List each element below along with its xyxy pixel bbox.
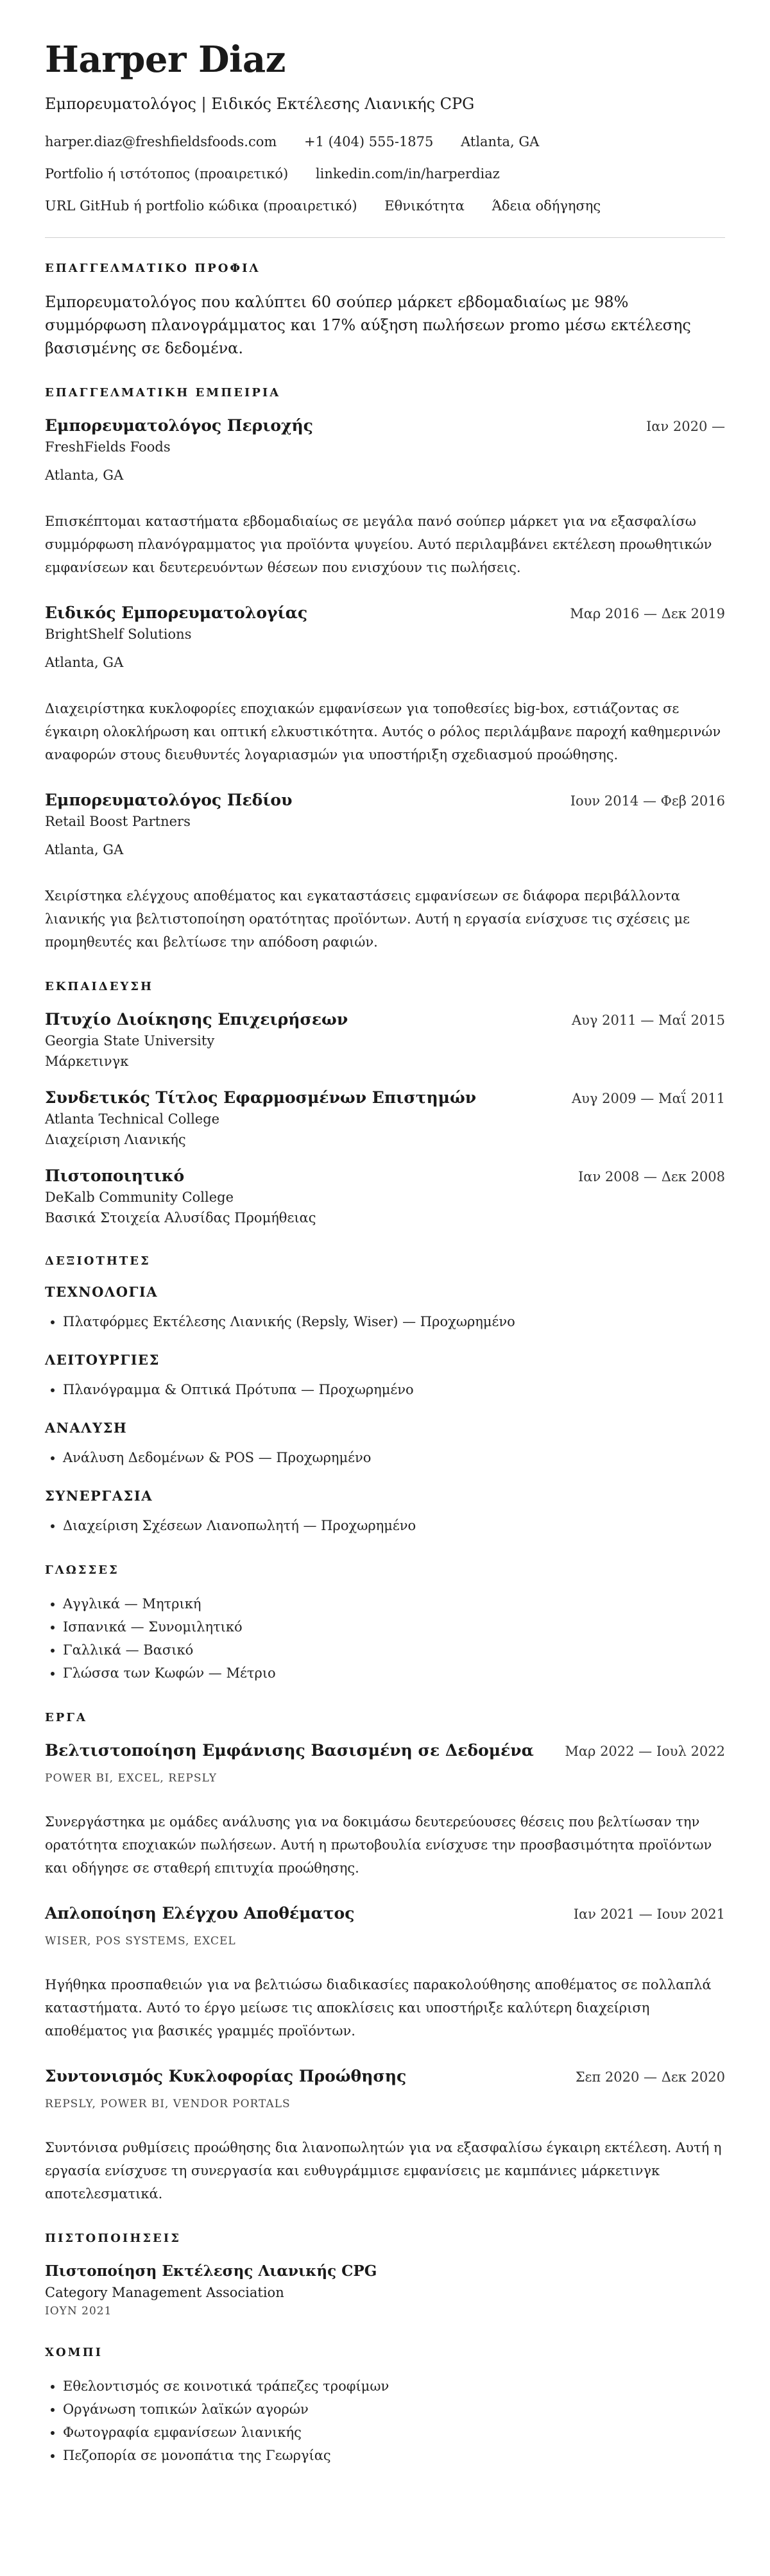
skills-heading: ΔΕΞΙΟΤΗΤΕΣ — [45, 1254, 151, 1268]
job-description: Επισκέπτομαι καταστήματα εβδομαδιαίως σε μεγάλα πανό σούπερ μάρκετ για να εξασφαλίσω συμμόρφωση πλανόγραμματος για προϊόντα ψυγείου. Αυτό περιλαμβάνει εκτέλεση προωθητικών εμφανίσεων και δευτερευόντων θέσεων που ενισχύουν τις πωλήσεις. — [45, 514, 712, 575]
phone-number: +1 (404) 555-1875 — [304, 134, 434, 149]
education-entry — [45, 1087, 725, 1150]
project-tech: REPSLY, POWER BI, VENDOR PORTALS — [45, 2098, 291, 2110]
degree-field: Βασικά Στοιχεία Αλυσίδας Προμήθειας — [45, 1210, 316, 1225]
job-title: Εμπορευματολόγος Περιοχής — [45, 416, 313, 435]
certifications-section — [45, 2231, 725, 2319]
skill-list — [45, 1310, 725, 1333]
school-name: Georgia State University — [45, 1033, 215, 1048]
skills-section — [45, 1254, 725, 1537]
skill-category: ΛΕΙΤΟΥΡΓΙΕΣ — [45, 1352, 160, 1368]
contact-row-3 — [45, 196, 725, 215]
education-heading: ΕΚΠΑΙΔΕΥΣΗ — [45, 980, 154, 993]
school-name: Atlanta Technical College — [45, 1111, 220, 1127]
skill-category: ΤΕΧΝΟΛΟΓΙΑ — [45, 1284, 158, 1300]
linkedin-link[interactable]: linkedin.com/in/harperdiaz — [315, 166, 500, 181]
contact-row-1 — [45, 132, 725, 151]
hobby-item: • Εθελοντισμός σε κοινοτικά τράπεζες τροφίμων — [63, 2375, 725, 2398]
languages-heading: ΓΛΩΣΣΕΣ — [45, 1563, 119, 1577]
company-name: Retail Boost Partners — [45, 814, 191, 829]
language-item: • Γαλλικά — Βασικό — [63, 1638, 725, 1662]
project-dates: Μαρ 2022 — Ιουλ 2022 — [565, 1744, 725, 1759]
project-tech: WISER, POS SYSTEMS, EXCEL — [45, 1935, 236, 1948]
skill-list — [45, 1514, 725, 1537]
skill-category: ΑΝΑΛΥΣΗ — [45, 1420, 128, 1436]
header-divider — [45, 237, 725, 238]
degree-field: Διαχείριση Λιανικής — [45, 1132, 186, 1147]
job-title: Εμπορευματολόγος Πεδίου — [45, 791, 293, 809]
project-description: Ηγήθηκα προσπαθειών για να βελτιώσω διαδικασίες παρακολούθησης αποθέματος σε πολλαπλά καταστήματα. Αυτό το έργο μείωσε τις αποκλίσεις και υποστήριξε καλύτερη διαχείριση αποθέματος για βασικές γραμμές προϊόντων. — [45, 1977, 712, 2039]
github-link[interactable]: URL GitHub ή portfolio κώδικα (προαιρετικό) — [45, 198, 357, 214]
contact-row-2 — [45, 164, 725, 183]
project-entry — [45, 2066, 725, 2205]
project-entry — [45, 1903, 725, 2042]
project-description: Συνεργάστηκα με ομάδες ανάλυσης για να δοκιμάσω δευτερεύουσες θέσεις που βελτίωσαν την ορατότητα εποχιακών πωλήσεων. Αυτή η πρωτοβουλία ενίσχυσε την προσβασιμότητα προϊόντων και οδήγησε σε σταθερή επιτυχία προώθησης. — [45, 1814, 712, 1876]
candidate-title: Εμπορευματολόγος | Ειδικός Εκτέλεσης Λιανικής CPG — [45, 95, 475, 113]
education-section — [45, 979, 725, 1228]
job-location: Atlanta, GA — [45, 655, 124, 670]
company-name: BrightShelf Solutions — [45, 627, 192, 642]
hobby-list — [45, 2375, 725, 2467]
experience-entry — [45, 602, 725, 766]
job-description: Χειρίστηκα ελέγχους αποθέματος και εγκαταστάσεις εμφανίσεων σε διάφορα περιβάλλοντα λιανικής για βελτιστοποίηση ορατότητας προϊόντων. Αυτή η εργασία ενίσχυσε τις σχέσεις με προμηθευτές και βελτίωσε την απόδοση ραφιών. — [45, 888, 690, 950]
education-entry — [45, 1009, 725, 1072]
school-name: DeKalb Community College — [45, 1190, 234, 1205]
job-location: Atlanta, GA — [45, 842, 124, 857]
summary-text: Εμπορευματολόγος που καλύπτει 60 σούπερ μάρκετ εβδομαδιαίως με 98% συμμόρφωση πλανογράμματος και 17% αύξηση πωλήσεων promo μέσω εκτέλεσης βασισμένης σε δεδομένα. — [45, 293, 691, 357]
project-entry — [45, 1740, 725, 1880]
experience-entry — [45, 415, 725, 579]
experience-section — [45, 385, 725, 954]
hobby-item: • Οργάνωση τοπικών λαϊκών αγορών — [63, 2398, 725, 2421]
experience-heading: ΕΠΑΓΓΕΛΜΑΤΙΚΗ ΕΜΠΕΙΡΙΑ — [45, 386, 281, 400]
degree-field: Μάρκετινγκ — [45, 1054, 129, 1069]
project-dates: Ιαν 2021 — Ιουν 2021 — [573, 1907, 725, 1922]
skill-item: • Ανάλυση Δεδομένων & POS — Προχωρημένο — [63, 1446, 725, 1469]
ethnicity: Εθνικότητα — [384, 198, 465, 214]
hobbies-heading: ΧΟΜΠΙ — [45, 2346, 103, 2359]
project-dates: Σεπ 2020 — Δεκ 2020 — [575, 2069, 725, 2085]
project-tech: POWER BI, EXCEL, REPSLY — [45, 1772, 217, 1785]
job-description: Διαχειρίστηκα κυκλοφορίες εποχιακών εμφανίσεων για τοποθεσίες big-box, εστιάζοντας σε έγκαιρη ολοκλήρωση και οπτική ελκυστικότητα. Αυτός ο ρόλος περιλάμβανε παροχή καθημερινών αναφορών στους διευθυντές λογαριασμών για υποστήριξη σχεδιασμού προώθησης. — [45, 701, 721, 762]
degree-dates: Αυγ 2011 — Μαΐ 2015 — [572, 1013, 725, 1028]
company-name: FreshFields Foods — [45, 439, 171, 455]
job-dates: Ιαν 2020 — — [646, 419, 725, 434]
experience-entry — [45, 789, 725, 954]
project-title: Συντονισμός Κυκλοφορίας Προώθησης — [45, 2067, 407, 2085]
cert-title: Πιστοποίηση Εκτέλεσης Λιανικής CPG — [45, 2262, 377, 2280]
skill-list — [45, 1446, 725, 1469]
job-title: Ειδικός Εμπορευματολογίας — [45, 603, 308, 622]
job-location: Atlanta, GA — [45, 467, 124, 483]
hobbies-section — [45, 2345, 725, 2467]
degree-dates: Αυγ 2009 — Μαΐ 2011 — [572, 1091, 725, 1106]
degree-title: Πιστοποιητικό — [45, 1166, 185, 1185]
languages-section — [45, 1563, 725, 1685]
language-item: • Αγγλικά — Μητρική — [63, 1592, 725, 1615]
language-item: • Γλώσσα των Κωφών — Μέτριο — [63, 1662, 725, 1685]
driving-license: Άδεια οδήγησης — [492, 198, 601, 214]
project-title: Βελτιστοποίηση Εμφάνισης Βασισμένη σε Δεδομένα — [45, 1741, 534, 1760]
job-dates: Ιουν 2014 — Φεβ 2016 — [570, 793, 725, 809]
language-list — [45, 1592, 725, 1685]
cert-date: ΙΟΥΝ 2021 — [45, 2305, 112, 2318]
degree-title: Συνδετικός Τίτλος Εφαρμοσμένων Επιστημών — [45, 1088, 477, 1107]
projects-heading: ΕΡΓΑ — [45, 1711, 87, 1724]
summary-heading: ΕΠΑΓΓΕΛΜΑΤΙΚΟ ΠΡΟΦΙΛ — [45, 262, 261, 275]
degree-dates: Ιαν 2008 — Δεκ 2008 — [578, 1169, 725, 1184]
education-entry — [45, 1165, 725, 1228]
job-dates: Μαρ 2016 — Δεκ 2019 — [570, 606, 725, 621]
skill-item: • Πλανόγραμμα & Οπτικά Πρότυπα — Προχωρημένο — [63, 1378, 725, 1401]
skill-category: ΣΥΝΕΡΓΑΣΙΑ — [45, 1488, 153, 1504]
skill-item: • Πλατφόρμες Εκτέλεσης Λιανικής (Repsly, Wiser) — Προχωρημένο — [63, 1310, 725, 1333]
location: Atlanta, GA — [461, 134, 540, 149]
portfolio-link[interactable]: Portfolio ή ιστότοπος (προαιρετικό) — [45, 166, 289, 181]
degree-title: Πτυχίο Διοίκησης Επιχειρήσεων — [45, 1010, 348, 1029]
certifications-heading: ΠΙΣΤΟΠΟΙΗΣΕΙΣ — [45, 2232, 181, 2245]
skill-list — [45, 1378, 725, 1401]
projects-section — [45, 1710, 725, 2205]
email-link[interactable]: harper.diaz@freshfieldsfoods.com — [45, 134, 277, 149]
candidate-name: Harper Diaz — [45, 38, 286, 81]
project-description: Συντόνισα ρυθμίσεις προώθησης δια λιανοπωλητών για να εξασφαλίσω έγκαιρη εκτέλεση. Αυτή η εργασία ενίσχυσε τη συνεργασία και ευθυγράμμισε εμφανίσεις με καμπάνιες μάρκετινγκ αποτελεσματικά. — [45, 2140, 722, 2201]
skill-item: • Διαχείριση Σχέσεων Λιανοπωλητή — Προχωρημένο — [63, 1514, 725, 1537]
cert-org: Category Management Association — [45, 2285, 284, 2300]
language-item: • Ισπανικά — Συνομιλητικό — [63, 1615, 725, 1638]
hobby-item: • Πεζοπορία σε μονοπάτια της Γεωργίας — [63, 2444, 725, 2467]
project-title: Απλοποίηση Ελέγχου Αποθέματος — [45, 1904, 355, 1923]
hobby-item: • Φωτογραφία εμφανίσεων λιανικής — [63, 2421, 725, 2444]
